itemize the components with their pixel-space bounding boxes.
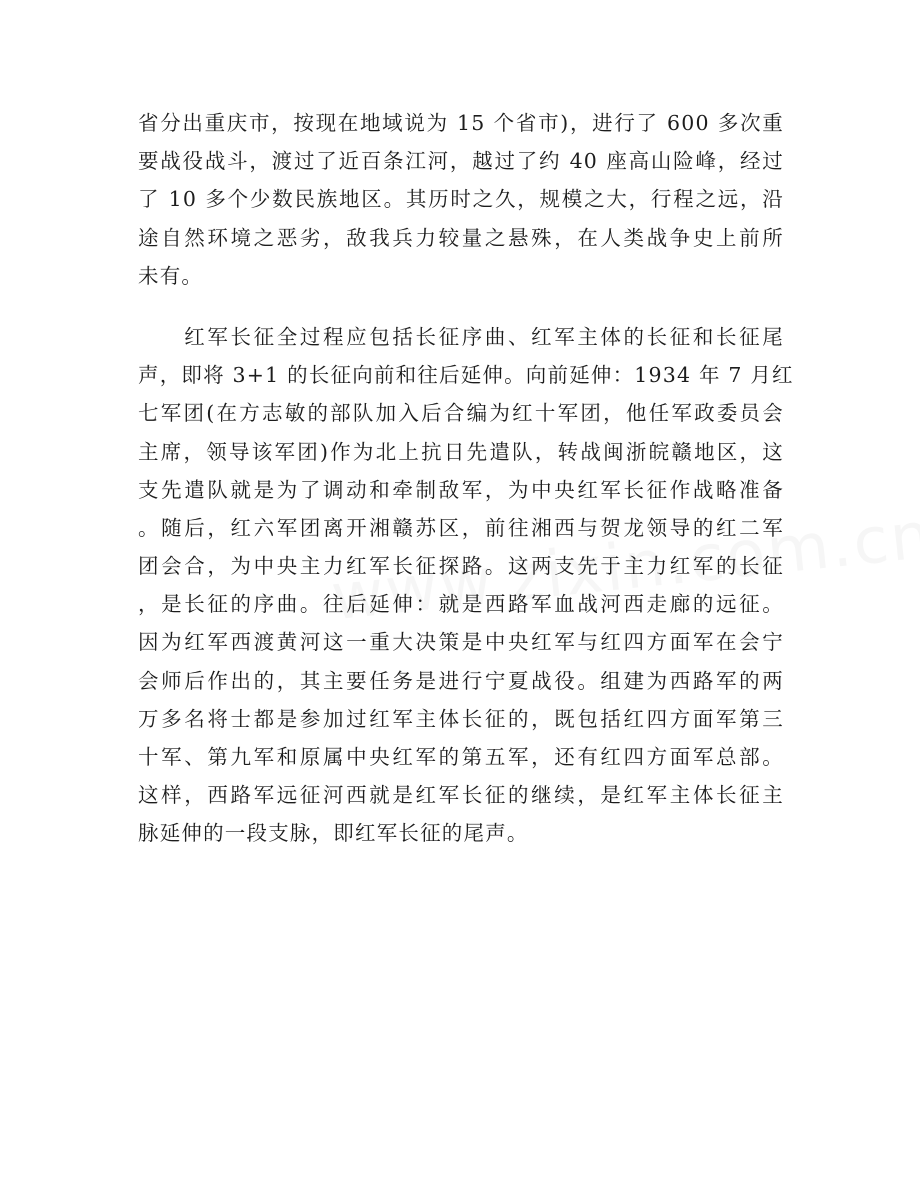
- paragraph-line: 声，即将 3+1 的长征向前和往后延伸。向前延伸：1934 年 7 月红: [138, 363, 794, 388]
- paragraph-line: 会师后作出的，其主要任务是进行宁夏战役。组建为西路军的两: [138, 668, 784, 693]
- paragraph-line: 七军团(在方志敏的部队加入后合编为红十军团，他任军政委员会: [138, 401, 784, 426]
- paragraph-line: 支先遣队就是为了调动和牵制敌军，为中央红军长征作战略准备: [138, 477, 784, 502]
- paragraph-line: 十军、第九军和原属中央红军的第五军，还有红四方面军总部。: [138, 745, 784, 769]
- paragraph-line: 万多名将士都是参加过红军主体长征的，既包括红四方面军第三: [138, 706, 784, 731]
- paragraph-line: 未有。: [138, 263, 204, 288]
- paragraph-line: 省分出重庆市，按现在地域说为 15 个省市)，进行了 600 多次重: [138, 111, 784, 135]
- paragraph-spacer: [138, 295, 784, 318]
- paragraph-line: 团会合，为中央主力红军长征探路。这两支先于主力红军的长征: [138, 554, 784, 579]
- paragraph-line: 主席，领导该军团)作为北上抗日先遣队，转战闽浙皖赣地区，这: [138, 439, 784, 464]
- paragraph-1: [138, 104, 784, 295]
- paragraph-line: 红军长征全过程应包括长征序曲、红军主体的长征和长征尾: [138, 324, 784, 349]
- paragraph-line: 脉延伸的一段支脉，即红军长征的尾声。: [138, 821, 529, 846]
- paragraph-2: [138, 318, 794, 853]
- document-body: [138, 104, 794, 853]
- paragraph-line: 要战役战斗，渡过了近百条江河，越过了约 40 座高山险峰，经过: [138, 149, 784, 174]
- paragraph-line: ，是长征的序曲。往后延伸：就是西路军血战河西走廊的远征。: [138, 592, 784, 617]
- paragraph-line: 因为红军西渡黄河这一重大决策是中央红军与红四方面军在会宁: [138, 630, 784, 655]
- paragraph-line: 途自然环境之恶劣，敌我兵力较量之悬殊，在人类战争史上前所: [138, 225, 784, 250]
- paragraph-line: 了 10 多个少数民族地区。其历时之久，规模之大，行程之远，沿: [138, 187, 784, 212]
- paragraph-line: 。随后，红六军团离开湘赣苏区，前往湘西与贺龙领导的红二军: [138, 515, 784, 540]
- paragraph-line: 这样，西路军远征河西就是红军长征的继续，是红军主体长征主: [138, 783, 784, 808]
